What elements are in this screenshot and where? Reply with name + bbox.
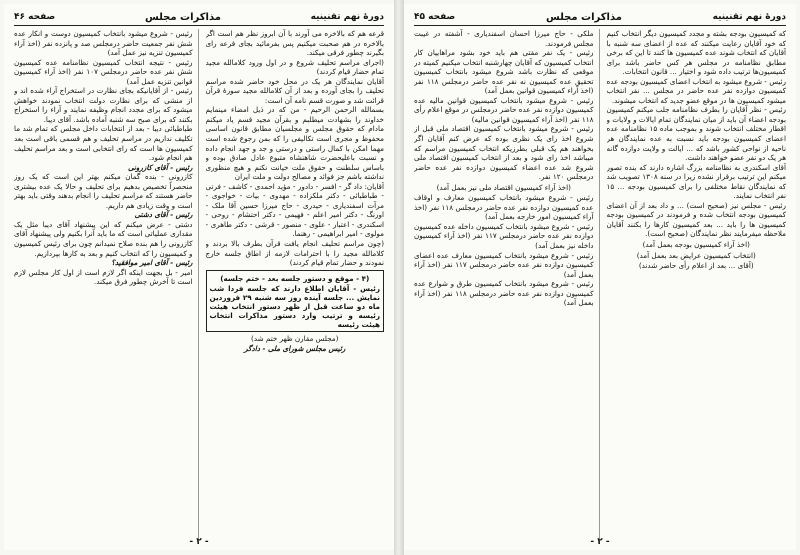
page-number: صفحه ۴۵	[414, 12, 456, 22]
page-footer: - ۲ -	[590, 537, 610, 547]
closing-note: (مجلس مقارن ظهر ختم شد)	[251, 333, 339, 343]
session-end-box	[206, 270, 385, 332]
section-title: مذاکرات مجلس	[144, 11, 221, 23]
paragraph: رئیس - آقای امیر موافقید؟	[111, 258, 193, 268]
paragraph: امیر - بل بجهت اینکه اگر لازم است از اول کار مجلس لازم است تا آخرش چطور فرق میکند.	[14, 267, 193, 287]
vote-note: (اخذ آراء کمیسیون بودجه بعمل آمد)	[642, 240, 750, 250]
vote-note: (انتخاب کمیسیون عرایض بعد بعمل آمد)	[636, 250, 756, 260]
paragraph: که کمیسیون بودجه بشته و مجدد کمیسیون دیگر انتخاب کنیم که خود آقایان رعایت میکنند که عده از اعضای سه شنبه با آقایان که انتخاب شوند عده کمیسیون ها کنند تا این که برخی مطابق نظامنامه در مجلس هر کس حاضر باشد برای کمیسیون‌ها ترتیب داده شود و اختیار ... قانون انتخابات.	[606, 29, 786, 77]
column-left	[14, 29, 199, 539]
paragraph: رئیس - شروع میشود بانتخاب کمیسیون طرق و شوارع عده کمیسیون دوازده نفر عده حاضر درمجلس ۱۱۸ نفر (اخذ آراء بعمل آمد)	[414, 279, 594, 308]
vote-note: (اخذ آراء کمیسیون اقتصاد ملی نیز بعمل آمد)	[436, 182, 571, 192]
paragraph: رئیس - یک نفر مقتی هم باید خود بشود مراهاییان کار انتخاب کمیسیون که آقایان چهارشنبه انتخاب میکنیم کمیته در موقعی که نظارت باشد شروع میشود بانتخاب کمیسیون تحقیق عده کمیسیون نه نفر عده حاضر درمجلس ۱۱۸ نفر (اخذ آراء کمیسیون قوانین بعمل آمد)	[414, 48, 594, 96]
column-right	[607, 29, 787, 539]
box-heading: (۴ - موقع و دستور جلسه بعد - ختم جلسه)	[220, 273, 370, 283]
volume-label: دورهٔ نهم تقنینیه	[712, 12, 786, 22]
paragraph: (چون مراسم تحلیف انجام یافت قرآن بطرف بالا بردند و کلامالله مجید را با احترامات لازمه از اطاق جلسه خارج نمودند و حضار تمام قیام کردند)	[205, 239, 384, 268]
paragraph: ملکی - حاج میرزا احسان اسفندیاری - آشفته در غیبت مجلس فرمودند.	[414, 29, 594, 48]
paragraph: رئیس - آقای دشتی	[134, 210, 193, 220]
text-columns	[414, 29, 786, 539]
paragraph: کازرونی - بنده گمان میکنم بهتر این است که یک روز منحصراً تخصیص بدهیم برای تحلیف و حالا یک عده بیشتری حاضر هستند که مراسم تحلیف را انجام بدهند وقتی باید بهتر است و وقت زیادی هم داریم.	[14, 172, 193, 210]
paragraph: رئیس - آقای کازرونی	[127, 162, 193, 172]
section-title: مذاکرات مجلس	[545, 11, 622, 23]
paragraph: آقایان: داد گر - افسر - دادور - مؤید احمدی - کاشف - فرتی - طباطبائی - دکتر ملکزاده - مهدوی - بیات - خواجوی - مرآت اسفندیاری - حیدری - حاج میرزا حسین آقا ملک - اورنگ - دکتر امیر اعلم - فهیمی - دکتر احتشام - روحی - اسکندری - اعتبار - علوی - منصور - قرشی - دکتر طاهری - مولوی - امیر ابراهیمی - رهنما.	[205, 181, 384, 239]
paragraph: رئیس - نظر آقایان را بطرف نظامنامه جلب میکنم کمیسیون بودجه اعضاء آن باید از میان نمایندگان تمام ایالات و ولایات و اقطار مختلف انتخاب شوند و بموجب ماده ۱۵ نظامنامه عده اعضای کمیسیون بودجه باید نسبت به عده نمایندگان هر ناحیه از نواحی کشور باشد که ... ایالت و ولایت دوازده گانه هر یک دو نفر عضو خواهند داشت.	[606, 105, 786, 163]
paragraph: رئیس - شروع میشود بانتخاب کمیسیون قوانین مالیه عده کمیسیون دوازده نفر عده حاضر درمجلس در موقع اعلام رأی ۱۱۸ نفر (اخذ آراء کمیسیون قوانین مالیه)	[414, 95, 594, 124]
paragraph: رئیس - شروع میشود بانتخاب کمیسیون معارف و اوقاف عده کمیسیون دوازده نفر عده حاضر درمجلس ۱۱۸ نفر (اخذ آراء کمیسیون امور خارجه بعمل آمد)	[414, 193, 594, 222]
paragraph: رئیس - شروع میشود بانتخاب کمیسیون دوست و انکار عده شش نفر جمعیت حاضر درمجلس صد و پانزده نفر (اخذ آراء کمیسیون تنزیه نیز عمل آمد)	[14, 29, 193, 58]
paragraph: رئیس - مجلس نیز (صحیح است) ... و داد بعد از آن اعضای کمیسیون بودجه انتخاب شده و فرمودند در کمیسیون بودجه کمیسیون ها را باید ... بعد کمیسیون کارها را بکنند آقایان ملاحظه میفرمایند نظر نمایندگان (صحیح است).	[606, 200, 786, 239]
page-header	[14, 10, 384, 26]
paragraph: بسمالله الرحمن الرحیم - من که در ذیل امضاء مینمایم خداوند را بشهادت میطلبم و بقرآن مجید قسم یاد میکنم مادام که حقوق مجلس و مجلسیان مطابق قانون اساسی محفوظ و مجری است تکالیفی را که بمن رجوع شده است مهما امکن با کمال راستی و درستی و جد و جهد انجام داده و نسبت باعلیحضرت شاهنشاه متبوع عادل صادق بوده و باساس سلطنت و حقوق ملت خیانت نکنم و هیچ منظوری نداشته باشم جز فوائد و مصالح دولت و ملت ایران	[205, 105, 384, 182]
box-text: رئیس - آقایان اطلاع دارند که جلسه فردا شب نمایش ... جلسه آینده روز سه شنبه ۲۹ فروردین ماه دو ساعت قبل از ظهر دستور انتخاب هیئت رئیسه و ترتیب وارد دستور مذاکرات انتخاب هیئت رئیسه	[209, 283, 381, 329]
paragraph: رئیس - از آقایانیکه بجای نظارت در استخراج آراء شده اند و از منشی که برای نظارت دولت انتخاب نمودند خواهش میشود که برای مجدد انجام وظیفه نمایند و آراء را استخراج بکنند که برای صبح سه شنبه آماده باشد. آقای دیبا.	[14, 86, 193, 124]
paragraph: رئیس - شروع میشود به انتخاب اعضای کمیسیون بودجه عده کمیسیون دوازده نفر عده حاضر در مجلس ... نفر انتخاب میشود کمیسیون ها در موقع عضو جدید که انتخاب میشوند.	[606, 76, 786, 105]
column-right	[206, 29, 385, 539]
volume-label: دورهٔ نهم تقنینیه	[310, 12, 384, 22]
paragraph: رئیس - شروع میشود بانتخاب کمیسیون معارف عده اعضای کمیسیون دوازده نفر عده حاضر درمجلس ۱۱۷ نفر (اخذ آراء بعمل آمد)	[414, 250, 594, 279]
vote-note: (آقای ... بعد از اعلام رأی حاضر شدند)	[638, 261, 754, 271]
paragraph: طباطبائی دیبا - بعد از انتخابات داخل مجلس که تمام شد ما تکلیف نداریم در مراسم تحلیف و هم قسمی باقی است بعد کمیسیون ها است که رای انتخابی است و بعد مراسم تحلیف هم انجام شود.	[14, 124, 193, 163]
text-columns	[14, 29, 384, 539]
paragraph: دشتی - عرض میکنم که این پیشنهاد آقای دیبا مثل یک مقداری عملیاتی است که ما باید آنرا بکنیم ولی پیشنهاد آقای کازرونی را هم بنده صلاح نمیدانم چون برای رئیس کمیسیون و کمیسیون را که انتخاب کنیم و بعد به کارها بپردازیم.	[14, 219, 193, 258]
paragraph: آقای اسکندری به نظامنامه بزرگ اشاره دارند که بنده تصور میکنم این ترتیب برقرار نشده زیرا در سنه ۱۳۰۸ تصویب شد که نمایندگان نقاط مختلفی را برای کمیسیون بودجه ... ۱۵ نفر انتخاب نمایند.	[606, 162, 786, 201]
paragraph: (اجرای مراسم تحلیف شروع و در اول ورود کلامالله مجید تمام حضار قیام کردند)	[205, 57, 384, 77]
paragraph: رئیس - شروع میشود بانتخاب کمیسیون اقتصاد ملی قبل از شروع اخذ رای یک نظری بوده که عرض کنم آقایان اگر بخواهند هم یک قبلی بطرزیکه انتخاب کمیسیون مراسم که میباشد اخذ رای شود و بعد از انتخاب کمیسیون اقتصاد ملی شروع شد عده اعضاء کمیسیون دوازده نفر عده حاضر درمجلس ۱۲۰ نفر.	[414, 124, 594, 182]
page-left	[4, 4, 394, 550]
page-header	[414, 10, 786, 26]
paragraph: رئیس - نتیجه انتخاب کمیسیون نظامنامه عده کمیسیون شش نفر عده حاضر درمجلس ۱۰۷ نفر (اخذ آراء کمیسیون قوانین تنزیه عمل آمد)	[14, 57, 193, 86]
page-number: صفحه ۴۶	[14, 12, 56, 22]
paragraph: رئیس - شروع میشود بانتخاب کمیسیون داخله عده کمیسیون دوازده نفر عده حاضر درمجلس ۱۱۷ نفر (اخذ آراء کمیسیون داخله نیز بعمل آمد)	[414, 221, 594, 251]
closing-signature: رئیس مجلس شورای ملی - دادگر	[244, 344, 346, 354]
paragraph: آقایان نمایندگان هر یک در محل خود حاضر شده مراسم تحلیف را بجای آورده و بعد از آن کلامالله مجید سورهٔ قرآن قرائت شد و صورت قسم نامه آن است:	[205, 76, 384, 105]
column-left	[414, 29, 600, 539]
paragraph: قرعه هم که بالاخره می آورند با آن ابروز نظر هم است اگر بالاخره در هم صحبت میکنیم پس بفرمائید بجای قرعه رای بگیرند چطور فرقی میکند.	[205, 29, 384, 58]
book-gutter	[394, 0, 404, 555]
page-right	[404, 4, 796, 550]
page-footer: - ۲ -	[189, 537, 209, 547]
